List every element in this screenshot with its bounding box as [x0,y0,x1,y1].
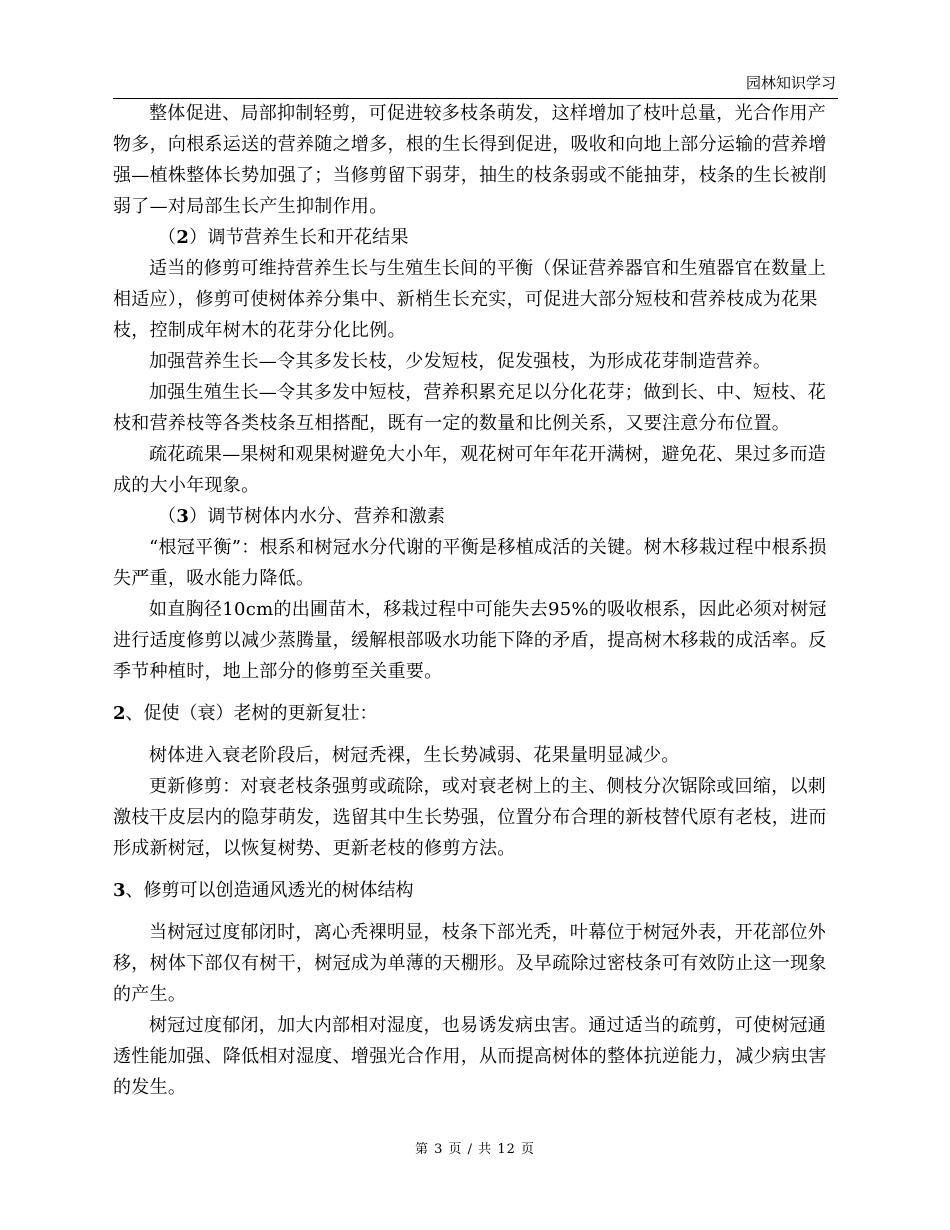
page-number: 第 3 页 / 共 12 页 [415,1142,535,1157]
paragraph: “根冠平衡”：根系和树冠水分代谢的平衡是移植成活的关键。树木移栽过程中根系损失严重，吸水能力降低。 [113,537,827,589]
section-title: 、促使（衰）老树的更新复壮： [125,703,378,724]
subsection-title: 调节营养生长和开花结果 [207,227,409,248]
section-heading [113,698,838,729]
subsection-title: 调节树体内水分、营养和激素 [207,506,446,527]
section-title: 、修剪可以创造通风透光的树体结构 [125,880,414,901]
paragraph: 加强生殖生长—令其多发中短枝，营养积累充足以分化花芽；做到长、中、短枝、花枝和营养枝等各类枝条互相搭配，既有一定的数量和比例关系，又要注意分布位置。 [113,382,827,434]
paragraph: 疏花疏果—果树和观果树避免大小年，观花树可年年花开满树，避免花、果过多而造成的大小年现象。 [113,444,827,496]
paragraph: 整体促进、局部抑制轻剪，可促进较多枝条萌发，这样增加了枝叶总量，光合作用产物多，向根系运送的营养随之增多，根的生长得到促进，吸收和向地上部分运输的营养增强—植株整体长势加强了；当修剪留下弱芽，抽生的枝条弱或不能抽芽，枝条的生长被削弱了—对局部生长产生抑制作用。 [113,103,827,217]
paragraph: 更新修剪：对衰老枝条强剪或疏除，或对衰老树上的主、侧枝分次锯除或回缩，以刺激枝干皮层内的隐芽萌发，选留其中生长势强，位置分布合理的新枝替代原有老枝，进而形成新树冠，以恢复树势、更新老枝的修剪方法。 [113,776,827,859]
document-body [113,98,838,1103]
paragraph: 当树冠过度郁闭时，离心秃裸明显，枝条下部光秃，叶幕位于树冠外表，开花部位外移，树体下部仅有树干，树冠成为单薄的天棚形。及早疏除过密枝条可有效防止这一现象的产生。 [113,922,827,1005]
subsection-number: 3 [176,506,190,527]
subsection-heading: （2）调节营养生长和开花结果 [158,227,409,248]
paragraph: 适当的修剪可维持营养生长与生殖生长间的平衡（保证营养器官和生殖器官在数量上相适应），修剪可使树体养分集中、新梢生长充实，可促进大部分短枝和营养枝成为花果枝，控制成年树木的花芽分化比例。 [113,258,827,341]
paragraph: 如直胸径10cm的出圃苗木，移栽过程中可能失去95%的吸收根系，因此必须对树冠进行适度修剪以减少蒸腾量，缓解根部吸水功能下降的矛盾，提高树木移栽的成活率。反季节种植时，地上部分的修剪至关重要。 [113,599,827,682]
page-header [113,70,838,99]
paragraph: 加强营养生长—令其多发长枝，少发短枝，促发强枝，为形成花芽制造营养。 [149,351,772,372]
section-heading [113,875,838,906]
section-number: 3 [113,880,126,901]
subsection-number: 2 [176,227,190,248]
subsection-heading: （3）调节树体内水分、营养和激素 [158,506,446,527]
page-footer [0,1142,950,1158]
header-title: 园林知识学习 [745,74,836,92]
section-number: 2 [113,703,126,724]
paragraph: 树冠过度郁闭，加大内部相对湿度，也易诱发病虫害。通过适当的疏剪，可使树冠通透性能加强、降低相对湿度、增强光合作用，从而提高树体的整体抗逆能力，减少病虫害的发生。 [113,1015,827,1098]
paragraph: 树体进入衰老阶段后，树冠秃裸，生长势减弱、花果量明显减少。 [149,745,680,766]
